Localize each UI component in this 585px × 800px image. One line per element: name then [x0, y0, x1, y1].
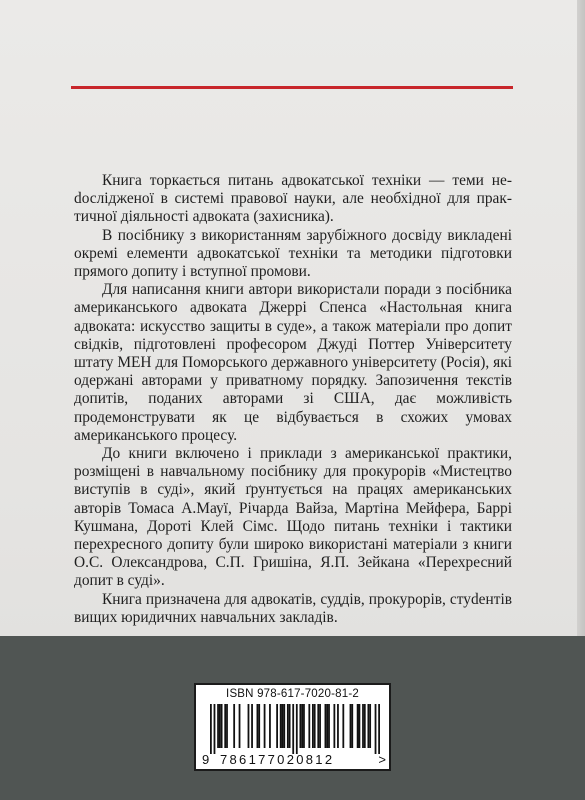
barcode-bar [257, 704, 259, 748]
barcode-bar [289, 704, 291, 748]
barcode-bar [269, 704, 271, 748]
barcode-bar [226, 704, 228, 748]
barcode-bar [282, 704, 284, 748]
barcode-bar [328, 704, 330, 748]
barcode-bar [337, 704, 339, 748]
barcode-bar [308, 704, 310, 748]
barcode-bar [239, 704, 241, 748]
barcode-guard-bar [210, 704, 212, 754]
barcode-bar [258, 704, 260, 748]
barcode-image [210, 704, 380, 754]
barcode-guard-bar [296, 704, 298, 754]
annotation-paragraph-3: Для написання книги автори використали поради з посібника американського адвоката Джеррі Спенса «Настольная книга адвоката: искусство защиты в суде», а також матеріали про допит свідків, підготовлені професором Джуді Поттер Університету штату МЕН для Поморського державного університету (Росія), які одержані авторами у приватному порядку. Запозичення текстів допитів, поданих авторами зі США, дає можливість продемонструвати як це відбувається в схожих умовах американського процесу. [74, 281, 512, 444]
barcode-quiet-zone-mark: > [378, 752, 386, 767]
barcode-bar [299, 704, 301, 748]
barcode-bar [319, 704, 321, 748]
barcode-bar [221, 704, 223, 748]
barcode-bar [280, 704, 282, 748]
barcode-bar [367, 704, 369, 748]
barcode-bar [283, 704, 285, 748]
barcode-bar [287, 704, 289, 748]
barcode-guard-bar [378, 704, 380, 754]
annotation-paragraph-1: Книга торкається питань адвокатської техніки — теми неdослідженої в системі правової науки, але необхідної для практичної діяльності адвоката (захисника). [74, 172, 512, 226]
barcode-bar [233, 704, 235, 748]
barcode-bar [325, 704, 327, 748]
barcode-bar [264, 704, 266, 748]
barcode-bar [342, 704, 344, 748]
isbn-barcode-panel [194, 683, 391, 771]
barcode-guard-bar [292, 704, 294, 754]
barcode-digit-string: 786177020812 [220, 752, 335, 767]
isbn-number: ISBN 978-617-7020-81-2 [226, 688, 359, 700]
annotation-text [74, 172, 512, 627]
barcode-guard-bar [214, 704, 216, 754]
barcode-bar [317, 704, 319, 748]
barcode-guard-bar [375, 704, 377, 754]
barcode-bar [357, 704, 359, 748]
barcode-bar [217, 704, 219, 748]
barcode-bar [248, 704, 250, 748]
barcode-bar [333, 704, 335, 748]
barcode-bar [362, 704, 364, 748]
barcode-bar [364, 704, 366, 748]
barcode-bar [219, 704, 221, 748]
barcode-bar [303, 704, 305, 748]
barcode-bar [224, 704, 226, 748]
barcode-bar [351, 704, 353, 748]
barcode-bar [312, 704, 314, 748]
barcode-bar [301, 704, 303, 748]
barcode-bar [359, 704, 361, 748]
barcode-bar [314, 704, 316, 748]
barcode-first-digit: 9 [202, 752, 210, 767]
annotation-paragraph-2: В посібнику з використанням зарубіжного досвіду викладені окремі елементи адвокатської техніки та методики підготовки прямого допиту і вступної промови. [74, 226, 512, 281]
barcode-bar [326, 704, 328, 748]
barcode-bar [350, 704, 352, 748]
annotation-paragraph-5: Книга призначена для адвокатів, суддів, прокурорів, стуdентів вищих юридичних навчальних закладів. [74, 590, 512, 626]
barcode-bar [369, 704, 371, 748]
annotation-paragraph-4: До книги включено і приклади з американської практики, розміщені в навчальному посібнику для прокурорів «Мистецтво виступів в суді», який ґрунтується на працях американських авторів Томаса А.Мауї, Річарда Вайза, Мартіна Мейфера, Баррі Кушмана, Дороті Клей Сімс. Щодо питань техніки і тактики перехресного допиту були широко використані матеріали з книги О.С. Олександрова, С.П. Гришіна, Я.П. Зейкана «Перехресний допит в суді». [74, 445, 512, 590]
barcode-bar [251, 704, 253, 748]
barcode-bar [276, 704, 278, 748]
red-horizontal-rule [71, 86, 513, 89]
